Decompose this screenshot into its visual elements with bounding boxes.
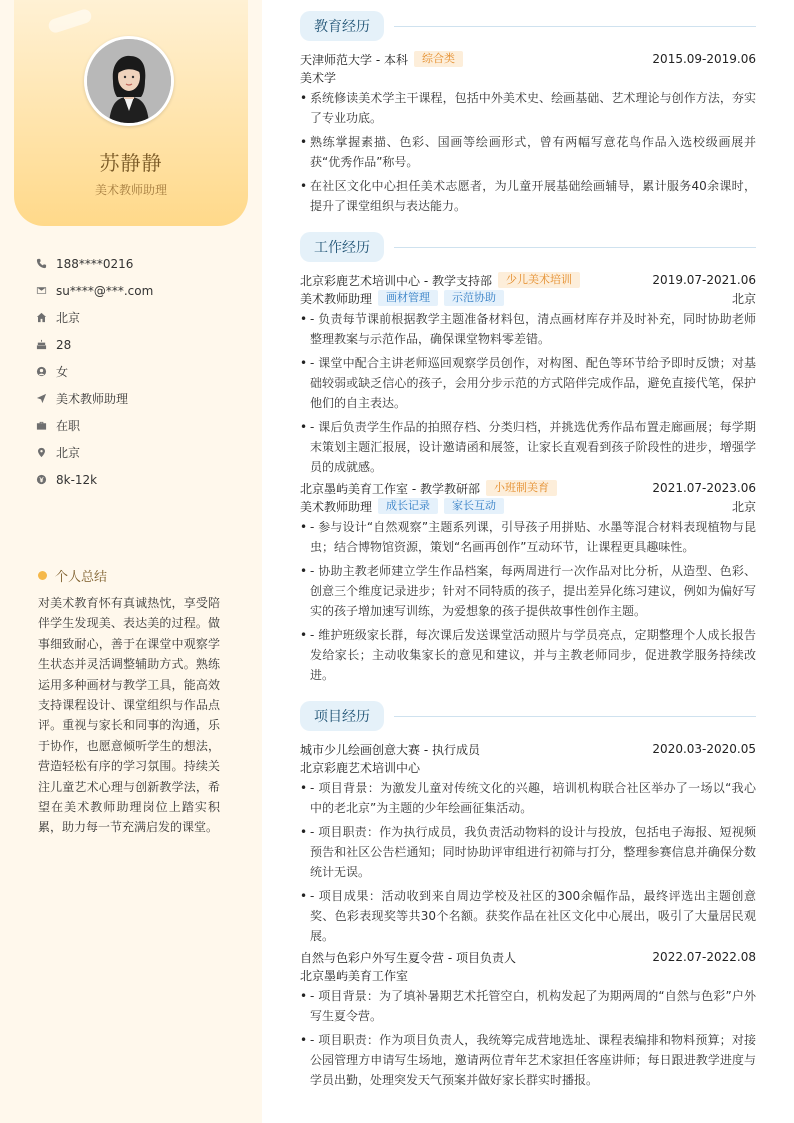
entry-header	[300, 271, 756, 289]
salary-icon	[36, 474, 48, 486]
contact-location	[36, 439, 246, 466]
project-entry	[300, 740, 756, 950]
summary-text: 对美术教育怀有真诚热忱，享受陪伴学生发现美、表达美的过程。做事细致耐心，善于在课堂中观察学生状态并灵活调整辅助方式。熟练运用多种画材与教学工具，能高效支持课程设计、课堂组织与作品点评。重视与家长和同事的沟通，乐于协作，也愿意倾听学生的想法，营造轻松有序的学习氛围。持续关注儿童艺术心理与创新教学法，希望在美术教师助理岗位上踏实积累，助力每一节充满启发的课堂。	[38, 596, 220, 835]
section-divider	[394, 26, 756, 27]
entry-date: 2015.09-2019.06	[652, 52, 756, 66]
section-divider	[394, 716, 756, 717]
list-item: • - 项目职责：作为项目负责人，我统筹完成营地选址、课程表编排和物料预算；对接公园管理方申请写生场地，邀请两位青年艺术家担任客座讲师；每日跟进教学进度与学员出勤，处理突发天气预案并做好家长群实时播报。	[300, 1030, 756, 1090]
list-item: • - 课堂中配合主讲老师巡回观察学员创作，对构图、配色等环节给予即时反馈；对基础较弱或缺乏信心的孩子，会用分步示范的方式陪伴完成作品，避免直接代笔，保护他们的自主表达。	[300, 353, 756, 413]
contact-text: 美术教师助理	[56, 392, 129, 406]
position: 美术教师助理	[300, 499, 373, 514]
skill-tag: 画材管理	[378, 290, 438, 306]
send-icon	[36, 393, 48, 405]
list-item: • - 参与设计“自然观察”主题系列课，引导孩子用拼贴、水墨等混合材料表现植物与昆虫；结合博物馆资源，策划“名画再创作”互动环节，让课程更具趣味性。	[300, 517, 756, 557]
contact-text: su****@***.com	[56, 283, 154, 298]
section-title: 工作经历	[300, 232, 384, 262]
section-title: 教育经历	[300, 11, 384, 41]
candidate-role: 美术教师助理	[94, 183, 167, 197]
avatar	[84, 36, 174, 126]
entry-date: 2022.07-2022.08	[652, 950, 756, 964]
entry-date: 2020.03-2020.05	[652, 742, 756, 756]
candidate-name: 苏静静	[99, 151, 163, 175]
work-entry	[300, 271, 756, 481]
job-city: 北京	[731, 499, 756, 514]
entry-subheader	[300, 966, 756, 984]
project-bullets	[300, 778, 756, 946]
contact-text: 北京	[56, 311, 81, 325]
contact-status	[36, 412, 246, 439]
list-item: • 系统修读美术学主干课程，包括中外美术史、绘画基础、艺术理论与创作方法，夯实了专业功底。	[300, 88, 756, 128]
skill-tag: 家长互动	[444, 498, 504, 514]
entry-subheader	[300, 758, 756, 776]
industry-badge: 少儿美术培训	[498, 272, 580, 288]
job-city: 北京	[731, 291, 756, 306]
avatar-photo	[87, 39, 171, 123]
bullet-dot-icon	[38, 571, 47, 580]
list-item: • 熟练掌握素描、色彩、国画等绘画形式，曾有两幅写意花鸟作品入选校级画展并获“优秀作品”称号。	[300, 132, 756, 172]
contact-text: 女	[56, 365, 69, 379]
list-item: • - 项目成果：活动收到来自周边学校及社区的300余幅作品，最终评选出主题创意奖、色彩表现奖等共30个名额。获奖作品在社区文化中心展出，吸引了大量居民观展。	[300, 886, 756, 946]
project-org: 北京彩鹿艺术培训中心	[300, 760, 421, 775]
entry-subheader	[300, 497, 756, 515]
entry-header	[300, 50, 756, 68]
entry-subheader	[300, 289, 756, 307]
entry-header	[300, 740, 756, 758]
company-name: 北京彩鹿艺术培训中心 - 教学支持部	[300, 273, 492, 288]
list-item: • - 协助主教老师建立学生作品档案，每两周进行一次作品对比分析，从造型、色彩、创意三个维度记录进步；针对不同特质的孩子，提出差异化练习建议，例如为偏好写实的孩子增加速写训练，为爱想象的孩子提供故事性创作主题。	[300, 561, 756, 621]
section-divider	[394, 247, 756, 248]
mail-icon	[36, 285, 48, 297]
summary-heading	[38, 566, 107, 585]
section-projects-heading	[300, 701, 756, 731]
project-name: 自然与色彩户外写生夏令营 - 项目负责人	[300, 950, 516, 965]
contact-text: 8k-12k	[56, 472, 98, 487]
contact-text: 188****0216	[56, 256, 134, 271]
briefcase-icon	[36, 420, 48, 432]
section-education-heading	[300, 11, 756, 41]
contact-hometown	[36, 304, 246, 331]
position: 美术教师助理	[300, 291, 373, 306]
entry-subheader	[300, 68, 756, 86]
contact-age	[36, 331, 246, 358]
home-icon	[36, 312, 48, 324]
phone-icon	[36, 258, 48, 270]
contact-text: 北京	[56, 446, 81, 460]
education-entry	[300, 50, 756, 220]
company-name: 北京墨屿美育工作室 - 教学教研部	[300, 481, 480, 496]
list-item: • 在社区文化中心担任美术志愿者，为儿童开展基础绘画辅导，累计服务40余课时，提升了课堂组织与表达能力。	[300, 176, 756, 216]
gender-icon	[36, 366, 48, 378]
project-org: 北京墨屿美育工作室	[300, 968, 409, 983]
skill-tag: 成长记录	[378, 498, 438, 514]
contact-email	[36, 277, 246, 304]
entry-header	[300, 479, 756, 497]
list-item: • - 项目背景：为了填补暑期艺术托管空白，机构发起了为期两周的“自然与色彩”户外写生夏令营。	[300, 986, 756, 1026]
major: 美术学	[300, 70, 337, 85]
entry-date: 2019.07-2021.06	[652, 273, 756, 287]
project-name: 城市少儿绘画创意大赛 - 执行成员	[300, 742, 480, 757]
school-type-badge: 综合类	[414, 51, 463, 67]
education-bullets	[300, 88, 756, 216]
location-pin-icon	[36, 447, 48, 459]
entry-date: 2021.07-2023.06	[652, 481, 756, 495]
contact-text: 在职	[56, 419, 81, 433]
contact-phone	[36, 250, 246, 277]
section-title: 项目经历	[300, 701, 384, 731]
contact-text: 28	[56, 337, 72, 352]
work-entry	[300, 479, 756, 689]
project-bullets	[300, 986, 756, 1090]
cake-icon	[36, 339, 48, 351]
list-item: • - 维护班级家长群，每次课后发送课堂活动照片与学员亮点，定期整理个人成长报告发给家长；主动收集家长的意见和建议，并与主教老师同步，促进教学服务持续改进。	[300, 625, 756, 685]
list-item: • - 负责每节课前根据教学主题准备材料包，清点画材库存并及时补充，同时协助老师整理教案与示范作品，确保课堂物料零差错。	[300, 309, 756, 349]
list-item: • - 项目背景：为激发儿童对传统文化的兴趣，培训机构联合社区举办了一场以“我心中的老北京”为主题的少年绘画征集活动。	[300, 778, 756, 818]
work-bullets	[300, 309, 756, 477]
contact-list	[36, 250, 246, 493]
decorative-highlight	[47, 8, 93, 35]
portrait-illustration	[87, 39, 171, 123]
section-work-heading	[300, 232, 756, 262]
list-item: • - 课后负责学生作品的拍照存档、分类归档，并挑选优秀作品布置走廊画展；每学期末策划主题汇报展，设计邀请函和展签，让家长直观看到孩子阶段性的进步，增强学员的成就感。	[300, 417, 756, 477]
industry-badge: 小班制美育	[486, 480, 557, 496]
sidebar	[0, 0, 262, 1123]
skill-tag: 示范协助	[444, 290, 504, 306]
project-entry	[300, 948, 756, 1094]
entry-header	[300, 948, 756, 966]
work-bullets	[300, 517, 756, 685]
summary-title-text: 个人总结	[55, 570, 108, 585]
list-item: • - 项目职责：作为执行成员，我负责活动物料的设计与投放，包括电子海报、短视频预告和社区公告栏通知；同时协助评审组进行初筛与打分，整理参赛信息并确保分数统计无误。	[300, 822, 756, 882]
contact-gender	[36, 358, 246, 385]
contact-salary	[36, 466, 246, 493]
contact-target-role	[36, 385, 246, 412]
school-name: 天津师范大学 - 本科	[300, 52, 408, 67]
